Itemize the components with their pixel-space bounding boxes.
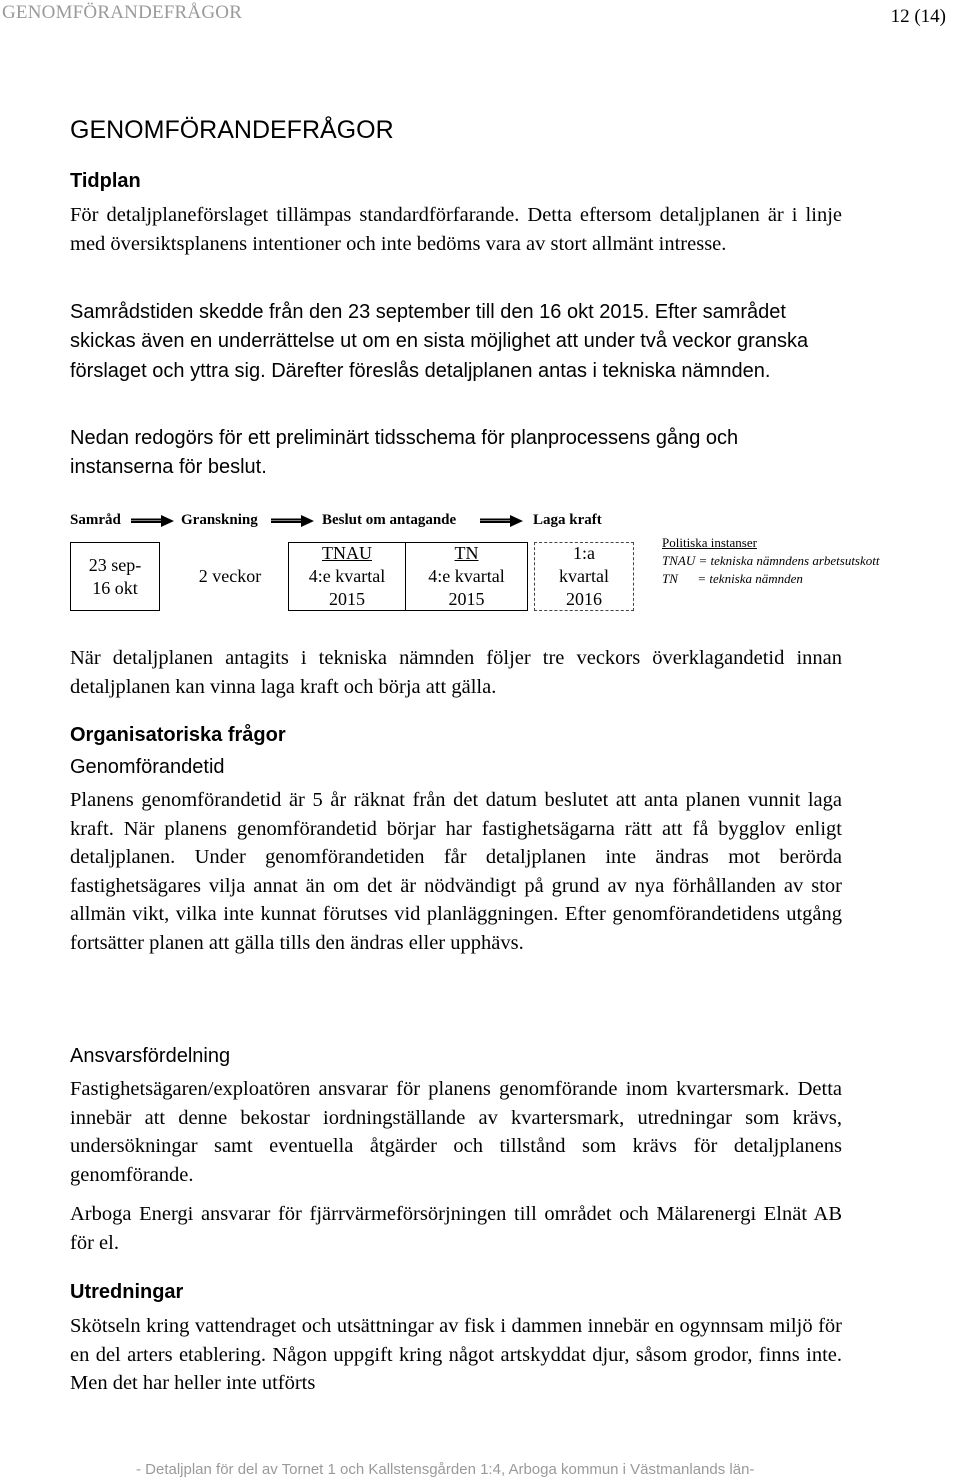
box-tnau-line2: 4:e kvartal: [308, 566, 386, 586]
box-tn-line2: 4:e kvartal: [428, 566, 505, 586]
running-header-title: GENOMFÖRANDEFRÅGOR: [2, 2, 243, 23]
stage-laga-kraft: Laga kraft: [533, 512, 602, 528]
arrow-icon: [131, 514, 175, 528]
genomforandetid-paragraph: Planens genomförandetid är 5 år räknat från det datum beslutet att anta planen vunnit laga kraft. När planens genomförandetid börjar har fastighetsägarna rätt att få bygglov enligt detaljplanen. Under genomförandetiden får detaljplanen inte ändras mot berörda fastighetsägares vilja annat än om det är nödvändigt på grund av nya förhållanden av stor allmän vikt, vilka inte kunnat förutses vid planläggningen. Efter genomförandetidens utgång fortsätter planen att gälla tills den ändras eller upphävs.: [70, 789, 842, 954]
box-tnau: [288, 542, 406, 611]
box-tnau-org: TNAU: [322, 543, 372, 563]
box-samrad-line2: 16 okt: [92, 577, 138, 598]
legend-line-tnau: TNAU = tekniska nämndens arbetsutskott: [662, 553, 880, 568]
heading-utredningar: Utredningar: [70, 1281, 184, 1303]
page-footer: - Detaljplan för del av Tornet 1 och Kallstensgården 1:4, Arboga kommun i Västmanlands län-: [136, 1461, 755, 1478]
box-tn-line3: 2015: [448, 589, 485, 609]
stage-granskning: Granskning: [181, 512, 258, 528]
tidplan-paragraph-2: Samrådstiden skedde från den 23 september till den 16 okt 2015. Efter samrådet skickas även en underrättelse ut om en sista möjlighet att under två veckor granska förslaget och yttra sig. Därefter föreslås detaljplanen antas i tekniska nämnden.: [70, 301, 809, 382]
box-laga-kraft: [534, 542, 634, 611]
legend-line-tn: TN = tekniska nämnden: [662, 571, 803, 586]
heading-tidplan: Tidplan: [70, 170, 141, 192]
heading-organisatoriska-fragor: Organisatoriska frågor: [70, 724, 286, 746]
subheading-genomforandetid: Genomförandetid: [70, 756, 225, 778]
box-laga-line2: kvartal: [559, 566, 609, 586]
box-laga-line3: 2016: [565, 589, 602, 609]
ansvarsfordelning-paragraph-2: Arboga Energi ansvarar för fjärrvärmeförsörjningen till området och Mälarenergi Elnät AB för el.: [70, 1203, 842, 1254]
box-samrad-line1: 23 sep-: [88, 554, 142, 575]
page-title: GENOMFÖRANDEFRÅGOR: [70, 116, 394, 144]
stage-samrad: Samråd: [70, 512, 121, 528]
box-granskning: [171, 542, 289, 611]
tidplan-paragraph-1: För detaljplaneförslaget tillämpas standardförfarande. Detta eftersom detaljplanen är i linje med översiktsplanens intentioner och inte bedöms vara av stort allmänt intresse.: [70, 204, 842, 255]
box-tn: [406, 542, 528, 611]
paragraph-after-timeline: När detaljplanen antagits i tekniska nämnden följer tre veckors överklagandetid innan detaljplanen kan vinna laga kraft och börja att gälla.: [70, 647, 842, 698]
box-granskning-line1: 2 veckor: [198, 566, 262, 586]
stage-beslut: Beslut om antagande: [322, 512, 457, 528]
arrow-icon: [480, 514, 524, 528]
box-laga-line1: 1:a: [572, 543, 595, 563]
box-tn-org: TN: [454, 543, 479, 563]
box-samrad: [70, 542, 160, 611]
subheading-ansvarsfordelning: Ansvarsfördelning: [70, 1045, 231, 1067]
ansvarsfordelning-paragraph-1: Fastighetsägaren/exploatören ansvarar för planens genomförande inom kvartersmark. Detta innebär att denne bekostar iordningställande av kvartersmark, utredningar som krävs, undersökningar samt eventuella åtgärder och tillstånd som krävs för detaljplanens genomförande.: [70, 1078, 842, 1186]
page-number: 12 (14): [890, 6, 946, 27]
legend-title: Politiska instanser: [662, 535, 757, 550]
utredningar-paragraph: Skötseln kring vattendraget och utsättningar av fisk i dammen innebär en ogynnsam miljö för en del arters etablering. Någon uppgift kring något artskyddat djur, såsom grodor, finns inte. Men det har heller inte utförts: [70, 1315, 842, 1395]
tidplan-paragraph-3: Nedan redogörs för ett preliminärt tidsschema för planprocessens gång och instanserna för beslut.: [70, 427, 739, 479]
arrow-icon: [271, 514, 315, 528]
box-tnau-line3: 2015: [329, 589, 365, 609]
